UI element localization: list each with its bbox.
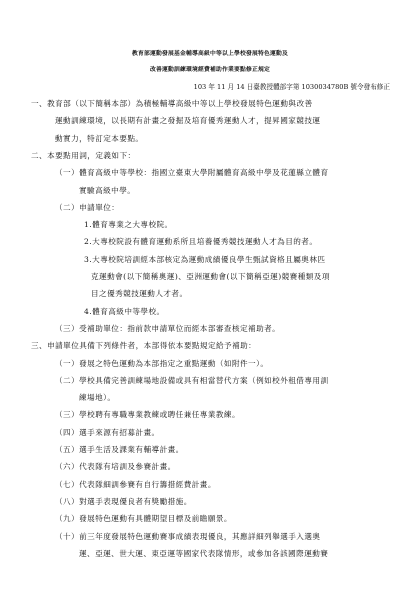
- clause-1-line-1: 一、教育部（以下簡稱本部）為積極輔導高級中等以上學校發展特色運動與改善: [31, 99, 313, 108]
- clause-3-item-3: （三）學校聘有專職專業教練或聘任兼任專業教練。: [55, 410, 241, 420]
- clause-3-item-1: （一）發展之特色運動為本部指定之重點運動（如附件一）。: [55, 358, 269, 368]
- clause-3-item-2-line-1: （二）學校具備完善訓練場地設備或具有相當替代方案（例如校外租借專用訓: [55, 375, 329, 385]
- applicant-type-1: 1.體育專業之大專校院。: [84, 220, 173, 230]
- clause-2-item-2: （二）申請單位：: [55, 202, 120, 212]
- clause-2-item-3: （三）受補助單位：指前款申請單位而經本部審查核定補助者。: [55, 323, 281, 333]
- applicant-type-3-line-3: 目之優秀競技運動人才者。: [91, 289, 188, 299]
- clause-3-item-2-line-2: 練場地）。: [79, 393, 116, 403]
- clause-2-item-1-line-1: （一）體育高級中等學校：指國立臺東大學附屬體育高級中學及花蓮縣立體育: [55, 168, 329, 178]
- clause-3-item-10-line-2: 運、亞運、世大運、東亞運等國家代表隊情形，或參加各該國際運動賽: [79, 548, 329, 558]
- amendment-date-reference: 103 年 11 月 14 日臺教授體部字第 1030034780B 號令發布修正: [193, 83, 390, 91]
- clause-3-item-6: （六）代表隊有培訓及參賽計畫。: [55, 462, 176, 472]
- document-title-line-1: 教育部運動發展基金輔導高級中等以上學校發展特色運動及: [132, 51, 288, 57]
- applicant-type-4: 4.體育高級中等學校。: [84, 306, 165, 316]
- clause-3-item-10-line-1: （十）前三年度發展特色運動賽事成績表現優良，其應詳細列舉選手入選奧: [55, 531, 321, 541]
- applicant-type-3-line-2: 克運動會(以下簡稱奧運)、亞洲運動會(以下簡稱亞運)競賽種類及項: [91, 272, 330, 281]
- clause-3-heading: 三、申請單位具備下列條件者，本部得依本要點規定給予補助：: [31, 341, 257, 351]
- clause-3-item-7: （七）代表隊細訓參賽有自行籌措經費計畫。: [55, 479, 216, 489]
- clause-1-line-3: 動實力，特訂定本要點。: [55, 133, 144, 143]
- applicant-type-2: 2.大專校院設有體育運動系所且培養優秀競技運動人才為目的者。: [84, 237, 318, 247]
- clause-2-item-1-line-2: 實驗高級中學。: [79, 185, 136, 195]
- clause-3-item-8: （八）對選手表現優良者有獎勵措施。: [55, 496, 192, 506]
- clause-3-item-9: （九）發展特色運動有具體期望目標及前瞻願景。: [55, 514, 232, 524]
- document-title-line-2: 改善運動訓練環境經費補助作業要點修正規定: [150, 67, 270, 73]
- clause-3-item-4: （四）選手來源有招募計畫。: [55, 427, 160, 437]
- clause-3-item-5: （五）選手生活及課業有輔導計畫。: [55, 445, 184, 454]
- clause-2-heading: 二、本要點用詞，定義如下：: [31, 150, 136, 160]
- applicant-type-3-line-1: 3.大專校院培訓經本部核定為運動成績優良學生甄試資格且屬奧林匹: [84, 254, 326, 264]
- clause-1-line-2: 運動訓練環境，以長期有計畫之發掘及培育優秀運動人才，提昇國家競技運: [55, 116, 321, 126]
